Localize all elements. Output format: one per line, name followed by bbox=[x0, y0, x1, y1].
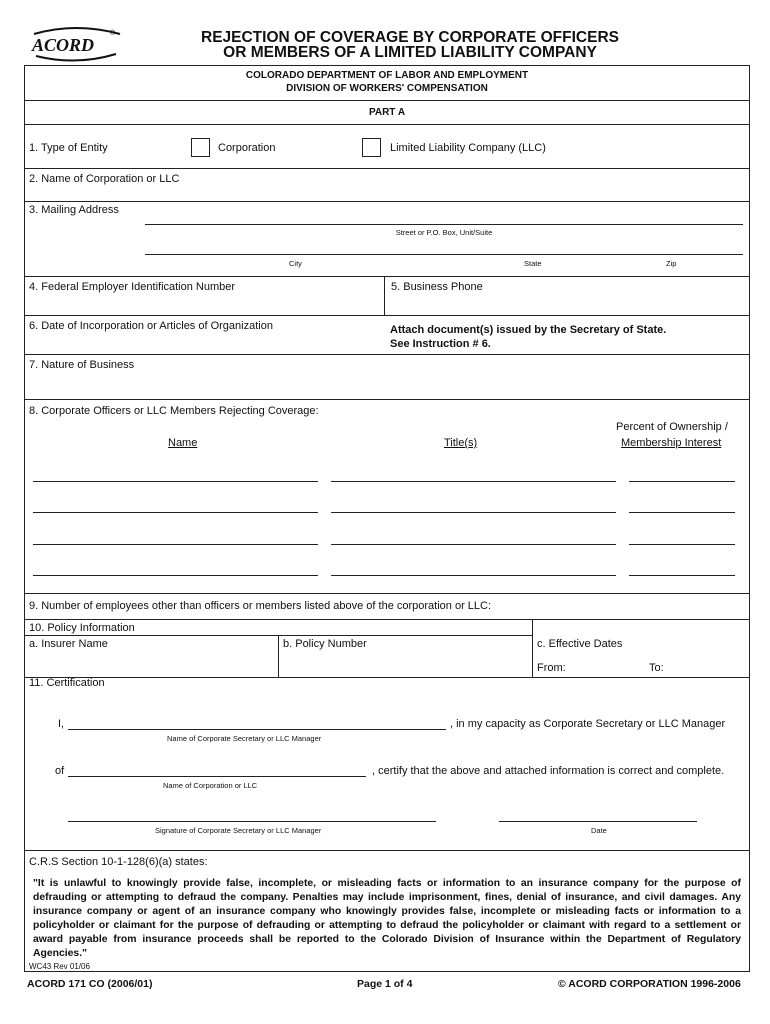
employee-count-label: 9. Number of employees other than officers or members listed above of the corporation or LLC: bbox=[29, 600, 492, 612]
part-label: PART A bbox=[368, 107, 406, 118]
city-caption: City bbox=[289, 259, 302, 268]
name-column-header: Name bbox=[168, 437, 198, 449]
title-line-2: OR MEMBERS OF A LIMITED LIABILITY COMPANY bbox=[223, 44, 597, 61]
zip-caption: Zip bbox=[666, 259, 677, 268]
officer-percent-line[interactable] bbox=[629, 575, 735, 576]
corporation-checkbox[interactable] bbox=[191, 138, 210, 157]
attach-instruction-line-2: See Instruction # 6. bbox=[390, 338, 491, 350]
corporation-name-line[interactable] bbox=[68, 776, 366, 777]
officer-percent-line[interactable] bbox=[629, 512, 735, 513]
cert-of-label: of bbox=[55, 765, 65, 777]
policy-information-label: 10. Policy Information bbox=[29, 622, 135, 634]
corporation-name-label: 2. Name of Corporation or LLC bbox=[29, 173, 180, 185]
llc-checkbox[interactable] bbox=[362, 138, 381, 157]
nature-of-business-label: 7. Nature of Business bbox=[29, 359, 135, 371]
officer-percent-line[interactable] bbox=[629, 544, 735, 545]
type-of-entity-label: 1. Type of Entity bbox=[29, 142, 108, 154]
policy-number-label: b. Policy Number bbox=[283, 638, 367, 650]
form-title bbox=[130, 30, 690, 60]
logo-text: ACORD bbox=[32, 35, 95, 55]
copyright: © ACORD CORPORATION 1996-2006 bbox=[558, 978, 741, 990]
fraud-warning-text: "It is unlawful to knowingly provide false, incomplete, or misleading facts or information to an insurance company for the purpose of defrauding or attempting to defraud the company. Penalties may include imprisonment, fines, denial of insurance, and civil damages. Any insurance company or agent of an insurance company who knowingly provides false, incomplete or misleading facts or information to a policyholder or claimant for the purpose of defrauding or attempting to defraud the policyholder or claimant with regard to a settlement or award payable from insurance proceeds shall be reported to the Colorado Division of Insurance within the Department of Regulatory Agencies." bbox=[33, 878, 741, 959]
officers-label: 8. Corporate Officers or LLC Members Rejecting Coverage: bbox=[29, 405, 319, 417]
city-state-zip-line[interactable] bbox=[145, 254, 743, 255]
llc-label: Limited Liability Company (LLC) bbox=[390, 142, 546, 154]
state-caption: State bbox=[524, 259, 542, 268]
officer-name-line[interactable] bbox=[33, 544, 318, 545]
form-id: ACORD 171 CO (2006/01) bbox=[27, 978, 153, 990]
cert-i-label: I, bbox=[58, 718, 65, 730]
revision-label: WC43 Rev 01/06 bbox=[29, 962, 90, 971]
cert-capacity-text: , in my capacity as Corporate Secretary or LLC Manager bbox=[450, 718, 726, 730]
cert-certify-text: , certify that the above and attached information is correct and complete. bbox=[372, 765, 725, 777]
mailing-address-label: 3. Mailing Address bbox=[29, 204, 119, 216]
officer-name-line[interactable] bbox=[33, 481, 318, 482]
signature-caption: Signature of Corporate Secretary or LLC Manager bbox=[155, 826, 322, 835]
corporation-name-caption: Name of Corporation or LLC bbox=[163, 781, 258, 790]
division-name: DIVISION OF WORKERS' COMPENSATION bbox=[286, 83, 488, 94]
form-body bbox=[24, 65, 750, 972]
certification-label: 11. Certification bbox=[29, 677, 105, 689]
title-line-1: REJECTION OF COVERAGE BY CORPORATE OFFICERS bbox=[201, 29, 619, 46]
signature-line[interactable] bbox=[68, 821, 436, 822]
insurer-name-label: a. Insurer Name bbox=[29, 638, 108, 650]
percent-header-line-2: Membership Interest bbox=[621, 437, 722, 449]
fein-label: 4. Federal Employer Identification Number bbox=[29, 281, 236, 293]
effective-dates-label: c. Effective Dates bbox=[537, 638, 623, 650]
crs-section-label: C.R.S Section 10-1-128(6)(a) states: bbox=[29, 856, 208, 868]
corporation-name-field[interactable] bbox=[25, 180, 747, 200]
officer-name-line[interactable] bbox=[33, 575, 318, 576]
page-number: Page 1 of 4 bbox=[357, 978, 413, 990]
corporation-label: Corporation bbox=[218, 142, 276, 154]
date-caption: Date bbox=[591, 826, 607, 835]
attach-instruction-line-1: Attach document(s) issued by the Secretary of State. bbox=[390, 324, 667, 336]
street-caption: Street or P.O. Box, Unit/Suite bbox=[395, 228, 493, 237]
date-of-incorporation-label: 6. Date of Incorporation or Articles of Organization bbox=[29, 320, 273, 332]
percent-header-line-1: Percent of Ownership / bbox=[616, 421, 728, 433]
business-phone-label: 5. Business Phone bbox=[391, 281, 483, 293]
officer-title-line[interactable] bbox=[331, 544, 616, 545]
officer-name-line[interactable] bbox=[33, 512, 318, 513]
registered-mark-icon: ® bbox=[110, 30, 116, 37]
to-label: To: bbox=[649, 662, 664, 674]
title-column-header: Title(s) bbox=[444, 437, 478, 449]
officer-title-line[interactable] bbox=[331, 512, 616, 513]
secretary-name-line[interactable] bbox=[68, 729, 446, 730]
secretary-name-caption: Name of Corporate Secretary or LLC Manager bbox=[167, 734, 322, 743]
officer-percent-line[interactable] bbox=[629, 481, 735, 482]
acord-logo bbox=[26, 26, 126, 62]
date-line[interactable] bbox=[499, 821, 697, 822]
officer-title-line[interactable] bbox=[331, 481, 616, 482]
from-label: From: bbox=[537, 662, 566, 674]
street-line[interactable] bbox=[145, 224, 743, 225]
department-name: COLORADO DEPARTMENT OF LABOR AND EMPLOYMENT bbox=[245, 70, 529, 81]
officer-title-line[interactable] bbox=[331, 575, 616, 576]
